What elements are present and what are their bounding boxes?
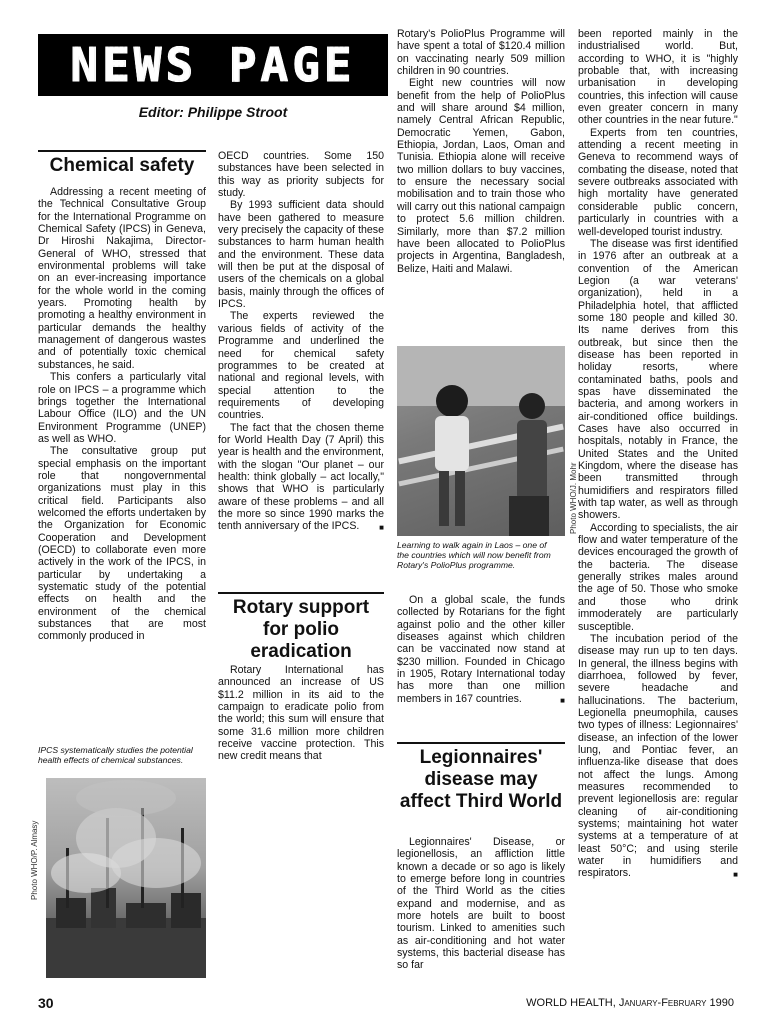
factory-illustration [46,778,206,978]
paragraph: The fact that the chosen theme for World Health Day (7 April) this year is health and the environment, with the slogan "Our planet – our health: think globally – act locally," shows that WHO is particularly aware of these problems – and all the more so since 1990 marks the tenth anniversary of the IPCS. ■ [218,422,384,533]
paragraph: The experts reviewed the various fields of activity of the Programme and underlined the need for chemical safety programmes to be created at national and regional levels, with special attention to the requirements of developing countries. [218,310,384,422]
chemical-headline: Chemical safety [49,155,195,176]
banner-title: NEWS PAGE [70,38,356,92]
section-rule [38,150,206,152]
paragraph: According to specialists, the air flow and water temperature of the devices encouraged the growth of the bacteria. The disease generally strikes males around the age of 50. Those who smoke and those who drink immoderately are particularly susceptible. [578,521,738,633]
chemical-photo-caption: IPCS systematically studies the potential health effects of chemical substances. [38,745,193,765]
paragraph: On a global scale, the funds collected by Rotarians for the fight against polio and the other killer diseases against which children can be vaccinated now stand at $230 million. Founded in Chicago in 1905, Rotary International today has more than one million members in 167 countries. ■ [397,594,565,705]
section-rule [397,742,565,744]
paragraph: This confers a particularly vital role on IPCS – a programme which brings together the International Labour Office (ILO) and the UN Environment Programme (UNEP) as well as WHO. [38,371,206,445]
paragraph: By 1993 sufficient data should have been gathered to measure very precisely the capacity of these substances to harm human health and the environment. These data will then be put at the disposal of users of the chemicals on a global basis, mainly through the offices of IPCS. [218,199,384,311]
paragraph: The consultative group put special emphasis on the important role that nongovernmental organizations must play in this critical field. Participants also welcomed the efforts undertaken by the Organization for Economic Cooperation and Development (OECD) to collaborate even more actively in the work of the IPCS, in particular by undertaking a systematic study of the potential effects on health and the environment of the chemical substances that are most commonly produced in [38,445,206,643]
paragraph: The disease was first identified in 1976 after an outbreak at a convention of the American Legion (a war veterans' organization), held in a Philadelphia hotel, that afflicted some 180 people and killed 30. Its name derives from this outbreak, but since then the disease has been reported in holiday resorts, where contaminated baths, pools and spas have disseminated the bacteria, and among workers in air-conditioned office buildings. Cases have also occurred in hospitals, notably in France, the United States and the United Kingdom, where the disease has been transmitted through humidifiers and respirators filled with tap water, as well as through showers. [578,237,738,522]
paragraph: The incubation period of the disease may run up to ten days. In general, the illness begins with diarrhoea, followed by fever, severe headache and hallucinations. The bacterium, Legionella pneumophila, causes two types of illness: Legionnaires' disease, an infection of the lower lung, and Pontiac fever, an influenza-like disease that does not affect the lungs. Among measures recommended to prevent legionellosis are: regular cleaning of air-conditioning systems; maintaining hot water systems at a temperature of at least 50°C; and using sterile water in humidifiers and respirators. ■ [578,633,738,880]
rotary-headline: Rotary support for polio eradication [232,597,370,662]
paragraph: been reported mainly in the industrialised world. But, according to WHO, it is "highly probable that, with increasing urbanisation in developing countries, this infection will cause even greater concern in many other countries in the near future." [578,28,738,127]
chemical-photo-credit: Photo WHO/P. Almasy [30,820,39,900]
rotary-photo-caption: Learning to walk again in Laos – one of the countries which will now benefit from Rotary's PolioPlus programme. [397,540,551,570]
rotary-photo-credit: Photo WHO/J. Mohr [569,462,578,534]
publication-source-text: WORLD HEALTH, January-February 1990 [526,997,734,1009]
publication-source [526,997,734,1009]
rotary-column-3-bottom [397,594,565,707]
paragraph: OECD countries. Some 150 substances have been selected in this way as priority subjects for study. [218,150,384,200]
legion-headline: Legionnaires' disease may affect Third World [399,747,563,812]
legion-column-4 [578,28,738,882]
news-page-banner [38,34,388,96]
rotary-column-2 [218,664,384,763]
chemical-column-1 [38,186,206,643]
paragraph: Eight new countries will now benefit from the help of PolioPlus and will share around $4 million, namely Central African Republic, Democratic Yemen, Gabon, Ethiopia, Jordan, Laos, Oman and Tunisia. Ethiopia alone will receive two million dollars to buy vaccines, to ensure the necessary social mobilisation and to train those who will carry out this national campaign to protect 5.6 million children. Similarly, more than $7.2 million have been allocated to PolioPlus projects in Argentina, Bangladesh, Belize, Haiti and Malawi. [397,77,565,275]
paragraph: Legionnaires' Disease, or legionellosis, an affliction little known a decade or so ago is likely to emerge before long in countries of the Third World as the cities expand and modernise, and as more hotels are built to boost tourism. Linked to amenities such as air-conditioning and hot water systems, this bacterial disease has so far [397,836,565,972]
editor-credit: Editor: Philippe Stroot [138,104,288,120]
section-rule [218,592,384,594]
paragraph: Experts from ten countries, attending a recent meeting in Geneva to recommend ways of combating the disease, noted that severe outbreaks associated with high mortality have generated considerable public concern, particularly in countries with a well-developed tourist industry. [578,126,738,238]
laos-children-photo [397,346,565,536]
page-number: 30 [38,995,54,1011]
chemical-column-2 [218,150,384,535]
paragraph: Rotary International has announced an increase of US $11.2 million in its aid to the campaign to eradicate polio from the world; this sum will ensure that some 31.6 million more children receive vaccine protection. This new credit means that [218,664,384,763]
children-illustration [397,346,565,536]
paragraph: Addressing a recent meeting of the Technical Consultative Group for the International Programme on Chemical Safety (IPCS) in Geneva, Dr Hiroshi Nakajima, Director-General of WHO, stressed that environmental problems will take on an ever-increasing importance for the whole world in the coming years. Promoting health by promoting a healthy environment in particular demands the healthy management of dangerous wastes and of potentially toxic chemical substances, he said. [38,186,206,371]
chemical-plant-photo [46,778,206,978]
paragraph: Rotary's PolioPlus Programme will have spent a total of $120.4 million on vaccinating nearly 509 million children in 90 countries. [397,28,565,78]
legion-column-3 [397,836,565,972]
rotary-column-3 [397,28,565,275]
